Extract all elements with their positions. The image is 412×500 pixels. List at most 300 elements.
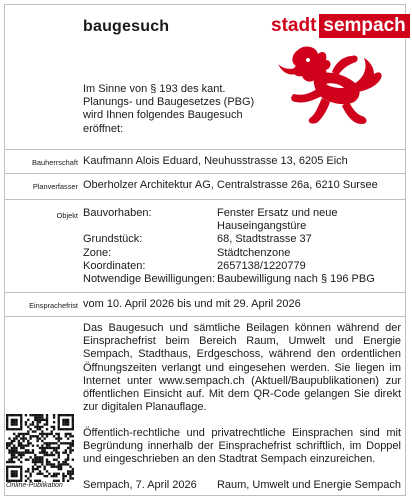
qr-module bbox=[46, 435, 48, 437]
qr-module bbox=[67, 419, 69, 421]
qr-module bbox=[29, 414, 31, 416]
qr-module bbox=[36, 426, 38, 428]
qr-module bbox=[6, 475, 8, 477]
qr-module bbox=[18, 440, 20, 442]
qr-module bbox=[55, 447, 57, 449]
qr-module bbox=[53, 428, 55, 430]
divider bbox=[4, 149, 406, 150]
qr-module bbox=[15, 428, 17, 430]
qr-module bbox=[65, 414, 67, 416]
qr-module bbox=[20, 477, 22, 479]
qr-module bbox=[27, 459, 29, 461]
qr-module bbox=[18, 444, 20, 446]
qr-module bbox=[36, 423, 38, 425]
qr-module bbox=[34, 416, 36, 418]
qr-module bbox=[20, 452, 22, 454]
qr-module bbox=[67, 428, 69, 430]
qr-module bbox=[67, 421, 69, 423]
qr-module bbox=[69, 466, 71, 468]
objection-paragraph: Öffentlich-rechtliche und privatrechtliche Einsprachen sind mit Begründung innerhalb der Einsprachefrist schriftlich, im Doppel und eingeschrieben an den Stadtrat Sempach einzureichen. bbox=[83, 427, 401, 466]
qr-module bbox=[20, 475, 22, 477]
qr-module bbox=[53, 449, 55, 451]
qr-module bbox=[20, 447, 22, 449]
page-title: baugesuch bbox=[83, 18, 170, 35]
qr-module bbox=[15, 437, 17, 439]
qr-module bbox=[41, 447, 43, 449]
qr-module bbox=[53, 466, 55, 468]
qr-module bbox=[13, 414, 15, 416]
qr-module bbox=[72, 477, 74, 479]
qr-module bbox=[55, 437, 57, 439]
qr-module bbox=[25, 452, 27, 454]
qr-module bbox=[11, 419, 13, 421]
qr-module bbox=[60, 466, 62, 468]
qr-module bbox=[44, 449, 46, 451]
qr-module bbox=[58, 473, 60, 475]
qr-module bbox=[13, 433, 15, 435]
qr-module bbox=[72, 419, 74, 421]
qr-module bbox=[58, 428, 60, 430]
qr-module bbox=[58, 421, 60, 423]
qr-module bbox=[11, 456, 13, 458]
qr-module bbox=[67, 473, 69, 475]
qr-module bbox=[46, 442, 48, 444]
qr-module bbox=[15, 452, 17, 454]
qr-module bbox=[11, 440, 13, 442]
qr-module bbox=[41, 440, 43, 442]
qr-module bbox=[20, 421, 22, 423]
qr-module bbox=[46, 416, 48, 418]
qr-module bbox=[62, 477, 64, 479]
qr-module bbox=[34, 426, 36, 428]
qr-module bbox=[27, 449, 29, 451]
qr-module bbox=[44, 437, 46, 439]
qr-module bbox=[18, 435, 20, 437]
qr-module bbox=[41, 426, 43, 428]
qr-module bbox=[62, 414, 64, 416]
qr-module bbox=[39, 456, 41, 458]
qr-module bbox=[32, 444, 34, 446]
objekt-value: Hauseingangstüre bbox=[217, 220, 307, 233]
qr-module bbox=[58, 433, 60, 435]
qr-module bbox=[8, 442, 10, 444]
qr-module bbox=[15, 475, 17, 477]
qr-module bbox=[58, 444, 60, 446]
qr-module bbox=[15, 435, 17, 437]
qr-module bbox=[22, 435, 24, 437]
qr-module bbox=[72, 470, 74, 472]
qr-module bbox=[15, 447, 17, 449]
qr-module bbox=[69, 442, 71, 444]
qr-module bbox=[55, 433, 57, 435]
qr-module bbox=[13, 440, 15, 442]
qr-module bbox=[58, 416, 60, 418]
qr-module bbox=[69, 449, 71, 451]
einsprachefrist-label: Einsprachefrist bbox=[29, 301, 78, 310]
qr-module bbox=[25, 444, 27, 446]
qr-module bbox=[36, 419, 38, 421]
qr-module bbox=[46, 428, 48, 430]
qr-module bbox=[20, 461, 22, 463]
objekt-key: Koordinaten: bbox=[83, 259, 146, 272]
qr-module bbox=[20, 416, 22, 418]
qr-module bbox=[39, 437, 41, 439]
qr-module bbox=[36, 437, 38, 439]
qr-module bbox=[11, 470, 13, 472]
qr-module bbox=[27, 440, 29, 442]
qr-module bbox=[55, 442, 57, 444]
qr-module bbox=[62, 442, 64, 444]
qr-module bbox=[22, 452, 24, 454]
qr-module bbox=[20, 442, 22, 444]
qr-module bbox=[32, 414, 34, 416]
qr-module bbox=[6, 473, 8, 475]
qr-module bbox=[18, 459, 20, 461]
qr-module bbox=[46, 421, 48, 423]
qr-module bbox=[53, 454, 55, 456]
qr-module bbox=[41, 419, 43, 421]
qr-module bbox=[11, 449, 13, 451]
qr-module bbox=[58, 423, 60, 425]
qr-module bbox=[46, 444, 48, 446]
qr-module bbox=[6, 423, 8, 425]
qr-module bbox=[27, 442, 29, 444]
qr-module bbox=[58, 456, 60, 458]
qr-module bbox=[11, 414, 13, 416]
qr-module bbox=[69, 428, 71, 430]
qr-module bbox=[69, 444, 71, 446]
qr-module bbox=[6, 466, 8, 468]
qr-module bbox=[48, 433, 50, 435]
qr-module bbox=[58, 426, 60, 428]
qr-module bbox=[53, 416, 55, 418]
qr-module bbox=[15, 470, 17, 472]
qr-module bbox=[67, 456, 69, 458]
qr-module bbox=[25, 470, 27, 472]
qr-module bbox=[62, 475, 64, 477]
qr-module bbox=[18, 454, 20, 456]
objekt-row bbox=[83, 207, 403, 220]
qr-module bbox=[39, 421, 41, 423]
qr-module bbox=[36, 416, 38, 418]
qr-module bbox=[22, 437, 24, 439]
qr-module bbox=[13, 428, 15, 430]
qr-module bbox=[20, 468, 22, 470]
qr-module bbox=[53, 426, 55, 428]
qr-module bbox=[20, 419, 22, 421]
qr-module bbox=[13, 466, 15, 468]
qr-module bbox=[58, 440, 60, 442]
objekt-key: Grundstück: bbox=[83, 233, 143, 246]
qr-module bbox=[25, 423, 27, 425]
qr-module bbox=[15, 423, 17, 425]
qr-module bbox=[34, 459, 36, 461]
qr-module bbox=[11, 428, 13, 430]
qr-module bbox=[25, 421, 27, 423]
qr-module bbox=[46, 454, 48, 456]
qr-module bbox=[20, 444, 22, 446]
qr-module bbox=[20, 466, 22, 468]
objekt-value: Baubewilligung nach § 196 PBG bbox=[217, 273, 375, 286]
qr-module bbox=[62, 452, 64, 454]
qr-module bbox=[15, 456, 17, 458]
qr-module bbox=[15, 421, 17, 423]
qr-module bbox=[65, 475, 67, 477]
qr-module bbox=[51, 430, 53, 432]
qr-module bbox=[67, 442, 69, 444]
objekt-row bbox=[83, 247, 403, 260]
qr-module bbox=[11, 442, 13, 444]
qr-module bbox=[27, 470, 29, 472]
qr-module bbox=[46, 470, 48, 472]
qr-module bbox=[46, 423, 48, 425]
qr-module bbox=[6, 428, 8, 430]
qr-module bbox=[36, 459, 38, 461]
qr-module bbox=[65, 461, 67, 463]
planverfasser-value: Oberholzer Architektur AG, Centralstrasse 26a, 6210 Sursee bbox=[83, 179, 378, 191]
qr-module bbox=[65, 435, 67, 437]
qr-module bbox=[46, 461, 48, 463]
logo-word-stadt: stadt bbox=[271, 15, 317, 36]
qr-module bbox=[18, 414, 20, 416]
qr-module bbox=[44, 419, 46, 421]
qr-module bbox=[55, 459, 57, 461]
qr-module bbox=[58, 466, 60, 468]
qr-module bbox=[20, 414, 22, 416]
qr-module bbox=[62, 428, 64, 430]
qr-module bbox=[6, 426, 8, 428]
objekt-key bbox=[83, 220, 217, 233]
qr-module bbox=[8, 461, 10, 463]
qr-module bbox=[29, 473, 31, 475]
qr-module bbox=[22, 454, 24, 456]
qr-module bbox=[25, 475, 27, 477]
qr-module bbox=[58, 461, 60, 463]
qr-module bbox=[13, 461, 15, 463]
divider bbox=[4, 316, 406, 317]
qr-module bbox=[65, 419, 67, 421]
qr-module bbox=[48, 442, 50, 444]
qr-module bbox=[69, 435, 71, 437]
qr-module bbox=[11, 461, 13, 463]
qr-module bbox=[13, 475, 15, 477]
qr-module bbox=[11, 447, 13, 449]
qr-module bbox=[6, 442, 8, 444]
qr-module bbox=[27, 419, 29, 421]
qr-module bbox=[25, 433, 27, 435]
qr-module bbox=[44, 466, 46, 468]
qr-module bbox=[55, 473, 57, 475]
qr-module bbox=[46, 447, 48, 449]
qr-module bbox=[51, 442, 53, 444]
qr-module bbox=[41, 433, 43, 435]
stadt-sempach-logo bbox=[271, 14, 410, 38]
qr-module bbox=[72, 423, 74, 425]
qr-module bbox=[46, 419, 48, 421]
qr-module bbox=[41, 456, 43, 458]
qr-module bbox=[41, 414, 43, 416]
qr-module bbox=[60, 428, 62, 430]
qr-module bbox=[67, 437, 69, 439]
qr-module bbox=[15, 414, 17, 416]
qr-module bbox=[51, 433, 53, 435]
qr-module bbox=[72, 449, 74, 451]
objekt-row bbox=[83, 233, 403, 246]
qr-module bbox=[32, 466, 34, 468]
qr-module bbox=[72, 459, 74, 461]
qr-module bbox=[58, 414, 60, 416]
qr-module bbox=[53, 459, 55, 461]
qr-module bbox=[15, 473, 17, 475]
qr-module bbox=[18, 433, 20, 435]
qr-module bbox=[32, 421, 34, 423]
qr-module bbox=[15, 419, 17, 421]
qr-module bbox=[67, 433, 69, 435]
qr-module bbox=[13, 423, 15, 425]
qr-module bbox=[39, 461, 41, 463]
qr-module bbox=[48, 447, 50, 449]
qr-module bbox=[41, 449, 43, 451]
qr-module bbox=[65, 433, 67, 435]
qr-module bbox=[20, 428, 22, 430]
qr-module bbox=[8, 452, 10, 454]
qr-module bbox=[72, 414, 74, 416]
qr-module bbox=[51, 452, 53, 454]
qr-module bbox=[36, 444, 38, 446]
qr-module bbox=[20, 456, 22, 458]
qr-module bbox=[8, 459, 10, 461]
qr-module bbox=[55, 449, 57, 451]
qr-module bbox=[25, 414, 27, 416]
qr-module bbox=[53, 442, 55, 444]
qr-module bbox=[29, 423, 31, 425]
qr-module bbox=[69, 414, 71, 416]
qr-module bbox=[48, 461, 50, 463]
qr-module bbox=[41, 473, 43, 475]
qr-module bbox=[18, 466, 20, 468]
qr-module bbox=[58, 454, 60, 456]
bauherrschaft-label: Bauherrschaft bbox=[31, 158, 78, 167]
qr-module bbox=[32, 449, 34, 451]
qr-module bbox=[6, 461, 8, 463]
footer-authority: Raum, Umwelt und Energie Sempach bbox=[216, 479, 401, 491]
qr-module bbox=[20, 470, 22, 472]
qr-module bbox=[39, 426, 41, 428]
qr-module bbox=[60, 437, 62, 439]
qr-module bbox=[34, 419, 36, 421]
qr-module bbox=[39, 466, 41, 468]
qr-module bbox=[65, 421, 67, 423]
qr-module bbox=[62, 419, 64, 421]
red-lion-icon bbox=[276, 44, 386, 126]
qr-module bbox=[22, 447, 24, 449]
qr-module bbox=[34, 414, 36, 416]
qr-module bbox=[65, 428, 67, 430]
qr-module bbox=[39, 433, 41, 435]
qr-module bbox=[34, 454, 36, 456]
qr-module bbox=[13, 421, 15, 423]
objekt-label: Objekt bbox=[56, 211, 78, 220]
qr-module bbox=[69, 475, 71, 477]
qr-module bbox=[58, 447, 60, 449]
qr-module bbox=[39, 428, 41, 430]
qr-module bbox=[8, 466, 10, 468]
qr-module bbox=[44, 423, 46, 425]
qr-module bbox=[41, 463, 43, 465]
qr-code-icon[interactable] bbox=[6, 414, 74, 482]
qr-module bbox=[36, 428, 38, 430]
qr-module bbox=[6, 470, 8, 472]
qr-module bbox=[46, 414, 48, 416]
qr-module bbox=[41, 444, 43, 446]
qr-module bbox=[69, 477, 71, 479]
qr-module bbox=[44, 447, 46, 449]
objekt-key: Notwendige Bewilligungen: bbox=[83, 273, 216, 286]
qr-module bbox=[32, 468, 34, 470]
qr-module bbox=[6, 468, 8, 470]
qr-module bbox=[34, 468, 36, 470]
objekt-details bbox=[83, 207, 403, 286]
qr-module bbox=[27, 426, 29, 428]
qr-module bbox=[55, 452, 57, 454]
footer bbox=[83, 479, 401, 491]
qr-module bbox=[53, 463, 55, 465]
qr-module bbox=[6, 444, 8, 446]
publication-paragraph: Das Baugesuch und sämtliche Beilagen können während der Einsprachefrist beim Bereich Raum, Umwelt und Energie Sempach, Stadthaus, Erdgeschoss, während den ordentlichen Öffnungszeiten verlangt und eingesehen werden. Sie liegen im Internet unter www.sempach.ch (Aktuell/Baupublikationen) zur öffentlichen Einsicht auf. Mit dem QR-Code gelangen Sie direkt zur digitalen Planauflage. bbox=[83, 322, 401, 414]
qr-module bbox=[39, 419, 41, 421]
qr-module bbox=[53, 473, 55, 475]
qr-module bbox=[36, 414, 38, 416]
qr-module bbox=[48, 444, 50, 446]
qr-module bbox=[51, 466, 53, 468]
objekt-value: Fenster Ersatz und neue bbox=[217, 207, 338, 219]
planverfasser-label: Planverfasser bbox=[32, 182, 78, 191]
qr-module bbox=[69, 447, 71, 449]
qr-module bbox=[72, 426, 74, 428]
qr-module bbox=[32, 461, 34, 463]
qr-module bbox=[60, 468, 62, 470]
qr-module bbox=[65, 452, 67, 454]
qr-module bbox=[8, 428, 10, 430]
qr-module bbox=[58, 435, 60, 437]
qr-module bbox=[36, 421, 38, 423]
qr-module bbox=[13, 447, 15, 449]
qr-module bbox=[67, 447, 69, 449]
qr-module bbox=[67, 414, 69, 416]
qr-module bbox=[46, 463, 48, 465]
qr-module bbox=[58, 463, 60, 465]
qr-module bbox=[53, 421, 55, 423]
qr-module bbox=[8, 444, 10, 446]
qr-module bbox=[6, 421, 8, 423]
qr-module bbox=[58, 452, 60, 454]
qr-module bbox=[44, 475, 46, 477]
qr-module bbox=[72, 473, 74, 475]
qr-module bbox=[20, 433, 22, 435]
qr-module bbox=[60, 442, 62, 444]
qr-module bbox=[27, 468, 29, 470]
qr-module bbox=[69, 473, 71, 475]
qr-module bbox=[29, 435, 31, 437]
qr-module bbox=[8, 449, 10, 451]
qr-module bbox=[36, 461, 38, 463]
qr-module bbox=[22, 433, 24, 435]
qr-module bbox=[46, 452, 48, 454]
qr-module bbox=[11, 466, 13, 468]
divider bbox=[4, 199, 406, 200]
qr-module bbox=[20, 423, 22, 425]
qr-module bbox=[39, 459, 41, 461]
